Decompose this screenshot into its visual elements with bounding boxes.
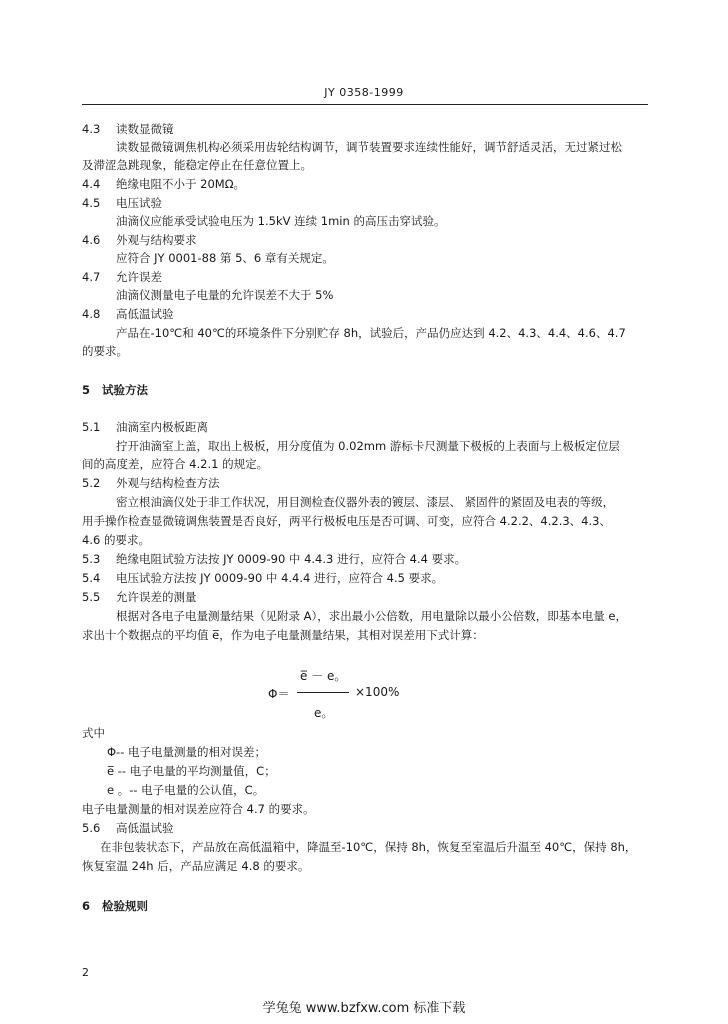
section-title: 外观与结构检查方法 [116,476,220,490]
section-4-8-body-line-1: 产品在-10℃和 40℃的环境条件下分别贮存 8h，试验后，产品仍应达到 4.2、4.3、4.4、4.6、4.7 [116,326,626,340]
where-line-2: e̅ -- 电子电量的平均测量值，C； [107,764,276,778]
chapter-6-heading [82,899,148,913]
section-4-8-heading [82,307,174,321]
section-title: 电压试验 [116,196,162,210]
formula-numerator: e̅ － e。 [300,669,347,683]
page-number: 2 [82,966,89,979]
section-number: 4.4 [82,177,101,191]
section-number: 4.3 [82,122,101,136]
document-code-header: JY 0358-1999 [324,86,404,99]
section-number: 4.8 [82,307,101,321]
section-5-1-body-line-2: 间的高度差，应符合 4.2.1 的规定。 [82,457,269,471]
section-5-2-body-line-1: 密立根油滴仪处于非工作状况，用目测检查仪器外表的镀层、漆层、 紧固件的紧固及电表的等级， [116,495,615,509]
section-text: 电压试验方法按 JY 0009-90 中 4.4.4 进行，应符合 4.5 要求。 [116,571,444,585]
section-5-2-body-line-2: 用手操作检查显微镜调焦装置是否良好，两平行极板电压是否可调、可变，应符合 4.2.2、4.2.3、4.3、 [82,514,611,528]
section-4-3-body-line-2: 及滞涩急跳现象，能稳定停止在任意位置上。 [82,158,312,172]
section-5-6-body-line-2: 恢复室温 24h 后，产品应满足 4.8 的要求。 [82,859,310,873]
section-5-2-heading [82,476,220,490]
section-4-5-heading [82,196,162,210]
section-number: 5.1 [82,420,101,434]
formula-suffix: ×100% [355,685,400,699]
section-title: 外观与结构要求 [116,233,197,247]
section-title: 允许误差的测量 [116,590,197,604]
fraction-bar [297,692,349,693]
section-4-6-body: 应符合 JY 0001-88 第 5、6 章有关规定。 [116,251,334,265]
section-4-7-body: 油滴仪测量电子电量的允许误差不大于 5% [116,288,334,302]
section-number: 5.5 [82,590,101,604]
section-number: 5.4 [82,571,101,585]
section-5-6-body-line-1: 在非包装状态下，产品放在高低温箱中，降温至-10℃，保持 8h，恢复至室温后升温至 40℃，保持 8h， [100,840,637,854]
section-text: 绝缘电阻不小于 20MΩ。 [116,177,245,191]
section-4-6-heading [82,233,197,247]
section-number: 5.2 [82,476,101,490]
section-number: 4.5 [82,196,101,210]
section-5-1-body-line-1: 拧开油滴室上盖，取出上极板，用分度值为 0.02mm 游标卡尺测量下极板的上表面与上极板定位层 [116,439,620,453]
footer-watermark-text: 学兔兔 www.bzfxw.com 标准下载 [262,1001,466,1016]
chapter-5-heading [82,383,148,397]
section-text: 绝缘电阻试验方法按 JY 0009-90 中 4.4.3 进行，应符合 4.4 要求。 [116,552,467,566]
section-5-5-body-line-2: 求出十个数据点的平均值 e̅，作为电子电量测量结果，其相对误差用下式计算： [82,628,484,642]
section-4-8-body-line-2: 的要求。 [82,344,128,358]
section-title: 高低温试验 [116,307,174,321]
section-5-5-heading [82,590,197,604]
chapter-number: 5 [82,383,91,397]
section-5-1-heading [82,420,208,434]
section-number: 4.6 [82,233,101,247]
formula-lhs: Φ＝ [268,687,290,701]
section-number: 5.6 [82,821,101,835]
section-title: 允许误差 [116,270,162,284]
where-line-1: Φ-- 电子电量测量的相对误差； [107,745,267,759]
section-5-6-heading [82,821,174,835]
section-title: 读数显微镜 [116,122,174,136]
where-conclusion: 电子电量测量的相对误差应符合 4.7 的要求。 [82,802,315,816]
section-number: 5.3 [82,552,101,566]
header-rule [82,104,648,105]
section-title: 油滴室内极板距离 [116,420,208,434]
section-4-3-heading [82,122,174,136]
chapter-title: 检验规则 [102,899,148,913]
where-label: 式中 [82,726,105,740]
section-5-4 [82,571,443,585]
formula-denominator: e。 [314,706,334,720]
section-4-4 [82,177,245,191]
section-number: 4.7 [82,270,101,284]
section-5-3 [82,552,466,566]
chapter-title: 试验方法 [102,383,148,397]
section-5-2-body-line-3: 4.6 的要求。 [82,533,150,547]
section-title: 高低温试验 [116,821,174,835]
section-4-5-body: 油滴仪应能承受试验电压为 1.5kV 连续 1min 的高压击穿试验。 [116,214,446,228]
where-line-3: e 。-- 电子电量的公认值，C。 [107,783,265,797]
section-4-7-heading [82,270,162,284]
section-4-3-body-line-1: 读数显微镜调焦机构必须采用齿轮结构调节，调节装置要求连续性能好，调节舒适灵活，无过紧过松 [116,140,622,154]
section-5-5-body-line-1: 根据对各电子电量测量结果（见附录 A），求出最小公倍数，用电量除以最小公倍数，即基本电量 e， [116,609,627,623]
chapter-number: 6 [82,899,91,913]
